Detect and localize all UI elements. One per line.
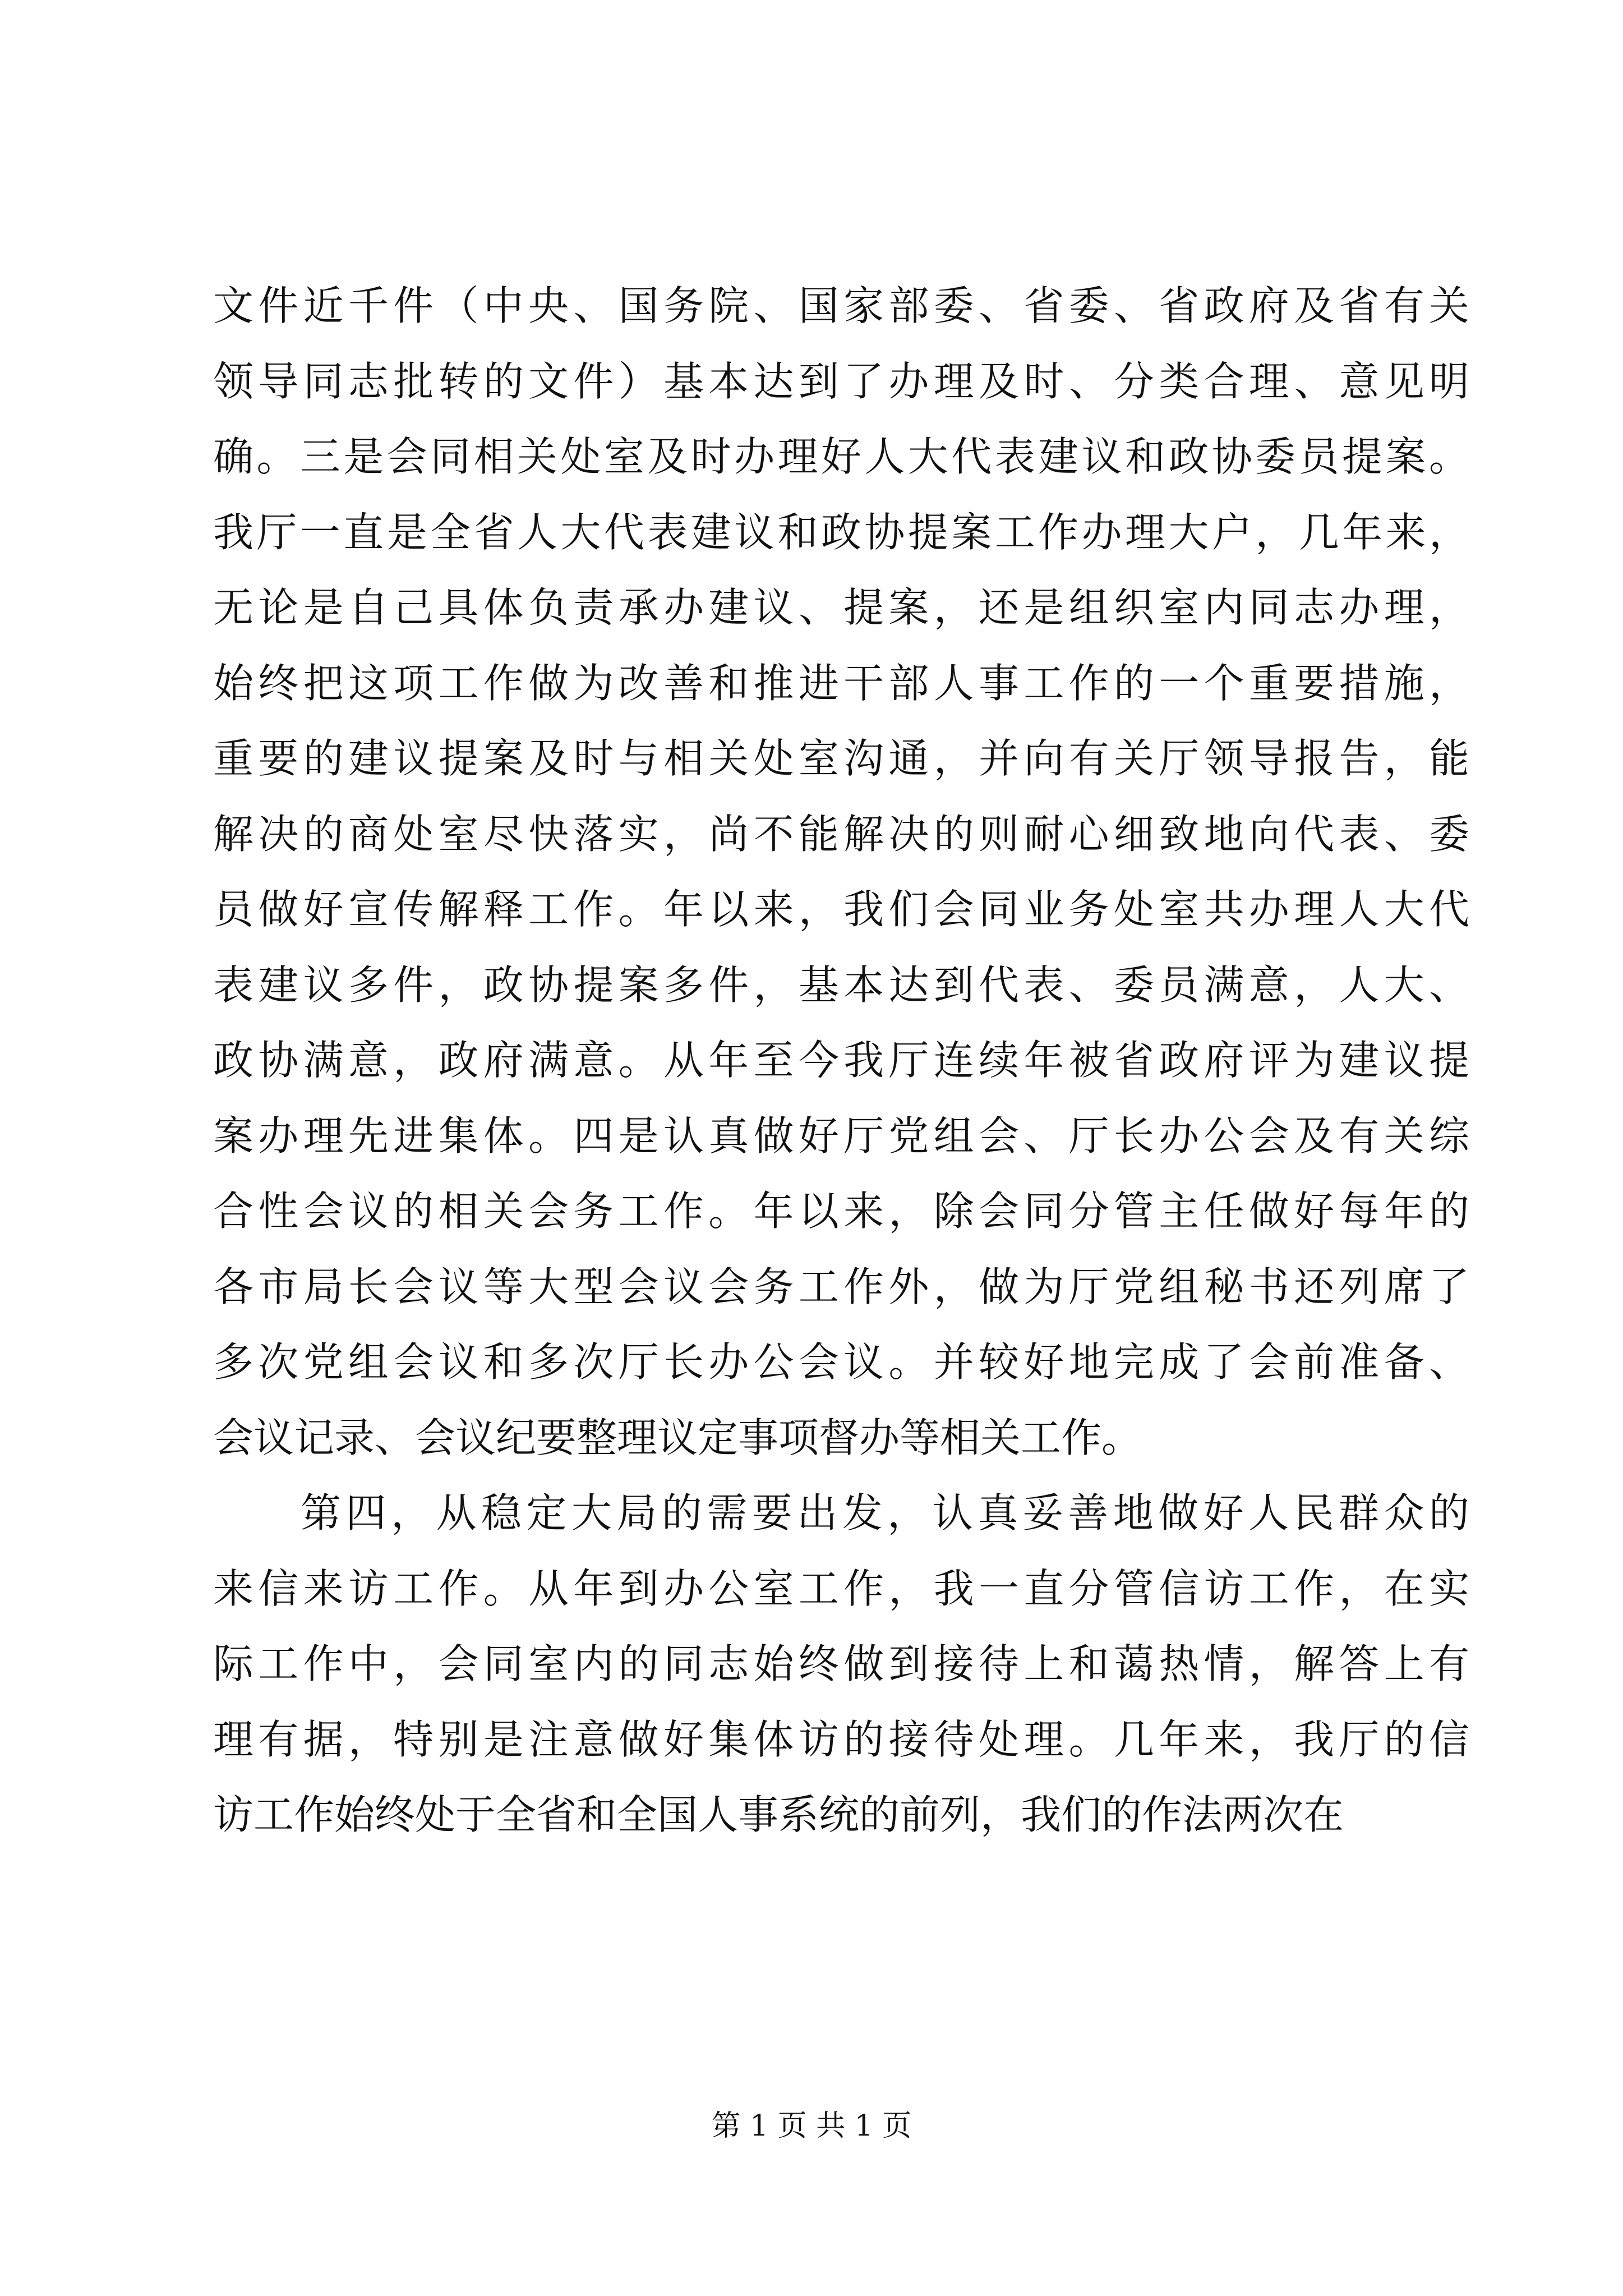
text-line: 际工作中，会同室内的同志始终做到接待上和蔼热情，解答上有 [213,1640,1469,1687]
paragraph [213,1475,1469,1853]
text-line: 多次党组会议和多次厅长办公会议。并较好地完成了会前准备、 [213,1338,1469,1386]
text-line: 员做好宣传解释工作。年以来，我们会同业务处室共办理人大代 [213,886,1469,933]
paragraph [213,268,1469,1475]
body-text [213,268,1469,1853]
text-line: 我厅一直是全省人大代表建议和政协提案工作办理大户，几年来， [213,508,1469,556]
text-line: 访工作始终处于全省和全国人事系统的前列，我们的作法两次在 [213,1791,1344,1838]
text-line: 第四，从稳定大局的需要出发，认真妥善地做好人民群众的 [301,1489,1469,1536]
text-line: 文件近千件（中央、国务院、国家部委、省委、省政府及省有关 [213,282,1469,329]
page-footer: 第 1 页 共 1 页 [711,2109,912,2143]
text-line: 始终把这项工作做为改善和推进干部人事工作的一个重要措施， [213,659,1469,707]
text-line: 政协满意，政府满意。从年至今我厅连续年被省政府评为建议提 [213,1037,1469,1084]
text-line: 解决的商处室尽快落实，尚不能解决的则耐心细致地向代表、委 [213,810,1469,858]
text-line: 重要的建议提案及时与相关处室沟通，并向有关厅领导报告，能 [213,735,1469,782]
text-line: 会议记录、会议纪要整理议定事项督办等相关工作。 [213,1414,1142,1461]
text-line: 领导同志批转的文件）基本达到了办理及时、分类合理、意见明 [213,357,1469,405]
text-line: 合性会议的相关会务工作。年以来，除会同分管主任做好每年的 [213,1188,1469,1235]
text-line: 各市局长会议等大型会议会务工作外，做为厅党组秘书还列席了 [213,1263,1469,1310]
text-line: 确。三是会同相关处室及时办理好人大代表建议和政协委员提案。 [213,433,1469,480]
text-line: 表建议多件，政协提案多件，基本达到代表、委员满意，人大、 [213,961,1469,1009]
text-line: 案办理先进集体。四是认真做好厅党组会、厅长办公会及有关综 [213,1112,1469,1159]
text-line: 来信来访工作。从年到办公室工作，我一直分管信访工作，在实 [213,1565,1469,1612]
text-line: 理有据，特别是注意做好集体访的接待处理。几年来，我厅的信 [213,1715,1469,1763]
text-line: 无论是自己具体负责承办建议、提案，还是组织室内同志办理， [213,584,1469,631]
